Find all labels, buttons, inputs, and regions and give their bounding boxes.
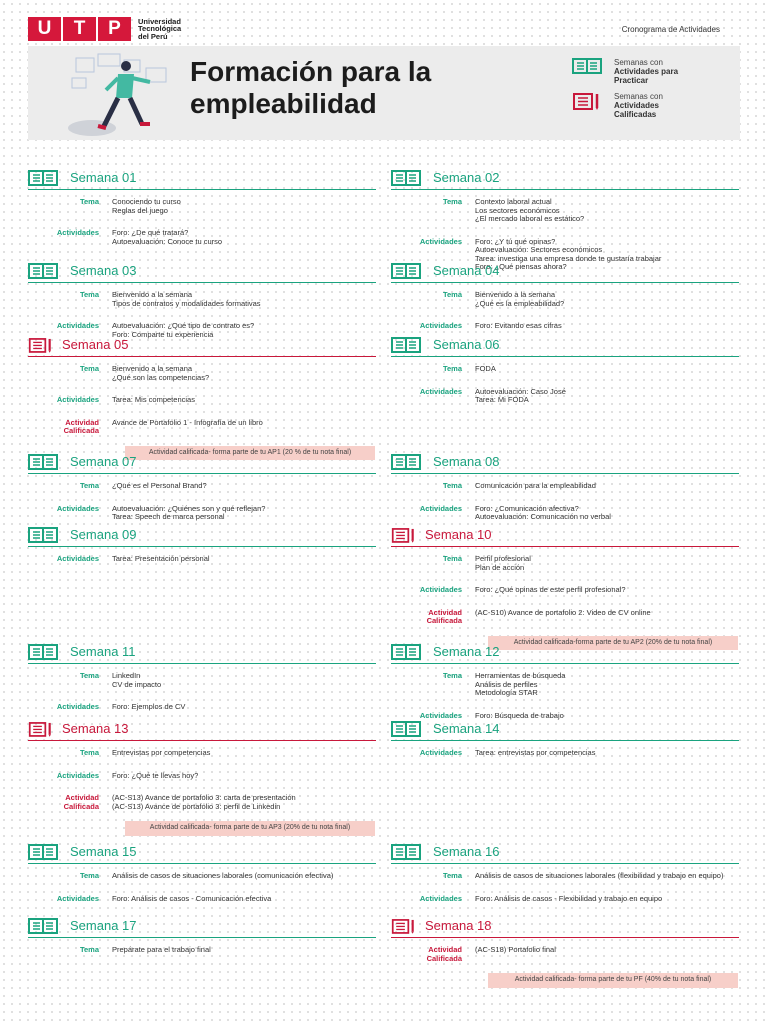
book-icon [28,263,58,279]
row-value: ¿Qué es el Personal Brand? [112,481,207,490]
week-row-tema [391,872,739,881]
logo-letter-t: T [63,17,96,41]
title-line1: Formación para la [190,56,432,87]
week-card [28,259,376,339]
week-title: Semana 01 [70,170,137,185]
row-label: Tema [79,871,99,880]
week-row-actividades [391,505,739,522]
row-value: Conociendo tu curso Reglas del juego [112,197,181,215]
week-header [28,333,376,357]
row-value: Foro: Ejemplos de CV [112,702,186,711]
week-title: Semana 04 [433,263,500,278]
row-label: Tema [79,364,99,373]
week-row-tema [391,555,739,572]
week-row-tema [391,672,739,698]
logo-letter-u: U [28,17,61,41]
book-icon [391,263,421,279]
row-label: Tema [442,290,462,299]
week-header [391,840,739,864]
week-header [391,640,739,664]
week-title: Semana 08 [433,454,500,469]
row-value: Foro: Análisis de casos - Comunicación efectiva [112,893,272,903]
week-row-tema [28,291,376,308]
row-label: Actividad Calificada [63,417,99,435]
row-label: Actividades [419,748,462,757]
week-row-tema [28,872,376,881]
row-value: Bienvenido a la semana Tipos de contratos y modalidades formativas [112,290,261,308]
week-card [391,259,739,331]
row-value: Bienvenido a la semana ¿Qué son las competencias? [112,364,210,382]
book-icon [391,844,421,860]
walking-person-illustration [46,52,186,138]
university-name-line1: Universidad [138,16,181,26]
week-row-tema [391,482,739,491]
legend-practice-line2: Actividades para [614,67,679,76]
week-header [28,914,376,938]
row-label: Actividades [56,321,99,330]
week-title: Semana 16 [433,844,500,859]
week-header [391,333,739,357]
graded-checklist-icon [28,720,54,738]
week-row-tema [391,198,739,224]
row-label: Tema [79,671,99,680]
row-label: Actividades [419,585,462,594]
week-header [28,640,376,664]
week-card [391,166,739,272]
week-card [391,840,739,903]
row-value: Autoevaluación: ¿Qué tipo de contrato es? Foro: Comparte tu experiencia [112,321,255,339]
week-card [28,166,376,246]
row-label: Tema [442,871,462,880]
row-value: Análisis de casos de situaciones laborales (comunicación efectiva) [112,871,334,880]
legend-practice-line1: Semanas con [614,58,663,67]
row-label: Actividades [56,702,99,711]
page-header [28,14,740,140]
week-title: Semana 05 [62,337,129,352]
week-row-tema [28,946,376,955]
row-value: Análisis de casos de situaciones laborales (flexibilidad y trabajo en equipo) [475,871,724,880]
graded-checklist-icon [572,92,602,110]
row-label: Actividades [56,770,99,780]
row-label: Actividades [419,893,462,903]
legend-practice-text [614,58,678,85]
week-row-tema [28,749,376,758]
week-row-tema [28,365,376,382]
legend-graded [572,92,663,119]
graded-note: Actividad calificada- forma parte de tu AP3 (20% de tu nota final) [125,821,375,836]
book-icon [28,527,58,543]
week-card [28,914,376,955]
legend-practice-line3: Practicar [614,76,649,85]
week-row-tema [28,482,376,491]
week-header [391,914,739,938]
university-name [138,18,181,41]
row-value: Autoevaluación: Caso José Tarea: Mi FODA [475,386,566,404]
book-icon [391,454,421,470]
week-row-calificada [391,609,739,626]
logo-letter-p: P [98,17,131,41]
utp-logo [28,17,133,41]
week-header [28,717,376,741]
legend-practice [572,58,678,85]
page-title [190,56,431,120]
week-row-actividades [28,772,376,781]
book-icon [28,170,58,186]
week-title: Semana 02 [433,170,500,185]
row-value: (AC-S10) Avance de portafolio 2: Video de CV online [475,607,651,617]
row-value: Foro: Evitando esas cifras [475,321,562,330]
week-row-actividades [28,703,376,712]
row-value: Tarea: entrevistas por competencias [475,748,596,757]
book-icon [28,454,58,470]
row-label: Tema [442,197,462,206]
week-row-actividades [28,555,376,564]
week-header [28,840,376,864]
legend-graded-line3: Calificadas [614,110,657,119]
week-title: Semana 17 [70,918,137,933]
row-label: Actividad Calificada [426,607,462,625]
week-row-tema [391,365,739,374]
row-label: Tema [442,364,462,373]
row-label: Tema [442,554,462,563]
graded-note: Actividad calificada-forma parte de tu AP2 (20% de tu nota final) [488,636,738,651]
week-header [28,523,376,547]
row-value: Contexto laboral actual Los sectores económicos ¿El mercado laboral es estático? [475,197,585,223]
week-card [28,640,376,712]
week-row-tema [28,672,376,689]
row-label: Tema [79,945,99,954]
week-header [28,450,376,474]
week-header [391,523,739,547]
week-title: Semana 18 [425,918,492,933]
row-value: Perfil profesional Plan de acción [475,554,531,572]
row-label: Actividades [56,395,99,404]
book-icon [391,170,421,186]
top-bar [28,14,740,44]
row-label: Actividades [56,554,99,563]
row-value: FODA [475,364,496,373]
week-card [28,450,376,522]
row-value: (AC-S13) Avance de portafolio 3: carta de presentación (AC-S13) Avance de portafolio 3: perfil de Linkedin [112,793,296,811]
row-label: Actividades [56,893,99,903]
week-card [28,840,376,903]
week-title: Semana 12 [433,644,500,659]
book-icon [572,58,602,74]
row-value: LinkedIn CV de impacto [112,671,162,689]
row-value: (AC-S18) Portafolio final [475,945,556,954]
book-icon [28,644,58,660]
row-label: Tema [79,481,99,490]
row-value: Foro: ¿Qué opinas de este perfil profesional? [475,585,626,594]
week-header [28,259,376,283]
book-icon [391,337,421,353]
row-value: Avance de Portafolio 1 - Infografía de un libro [112,417,263,427]
row-label: Actividades [419,710,462,720]
week-card [391,450,739,522]
week-card [28,717,376,836]
week-row-tema [391,291,739,308]
graded-checklist-icon [391,526,417,544]
title-line2: empleabilidad [190,88,377,119]
row-label: Tema [79,748,99,757]
graded-note: Actividad calificada- forma parte de tu AP1 (20 % de tu nota final) [125,446,375,461]
graded-note: Actividad calificada- forma parte de tu PF (40% de tu nota final) [488,973,738,988]
week-row-actividades [391,749,739,758]
week-card [391,523,739,650]
row-label: Tema [442,481,462,490]
row-label: Tema [79,197,99,206]
legend-graded-line1: Semanas con [614,92,663,101]
week-row-actividades [391,586,739,595]
week-title: Semana 11 [70,644,136,659]
week-header [28,166,376,190]
row-value: Foro: Búsqueda de trabajo [475,710,564,720]
week-row-tema [28,198,376,215]
week-card [28,523,376,564]
row-label: Actividad Calificada [426,945,462,963]
row-value: Herramientas de búsqueda Análisis de perfiles Metodología STAR [475,671,566,697]
book-icon [391,721,421,737]
row-label: Actividades [419,386,462,396]
week-title: Semana 09 [70,527,137,542]
week-row-actividades [391,322,739,331]
row-value: Tarea: Mis competencias [112,395,195,404]
week-row-calificada [391,946,739,963]
row-label: Actividades [419,321,462,330]
week-row-calificada [28,419,376,436]
week-row-actividades [391,895,739,904]
week-header [391,259,739,283]
week-row-actividades [391,388,739,405]
graded-checklist-icon [28,336,54,354]
week-title: Semana 07 [70,454,137,469]
week-row-actividades [28,505,376,522]
week-card [391,640,739,720]
week-header [391,450,739,474]
week-row-actividades [28,396,376,405]
row-label: Actividades [56,228,99,237]
week-row-actividades [28,895,376,904]
row-label: Tema [79,290,99,299]
row-label: Actividad Calificada [63,793,99,811]
legend-graded-text [614,92,663,119]
week-title: Semana 14 [433,721,500,736]
row-value: Prepárate para el trabajo final [112,945,211,954]
document-label: Cronograma de Actividades [621,24,720,34]
book-icon [28,918,58,934]
graded-checklist-icon [391,917,417,935]
row-value: Foro: ¿Y tú qué opinas? Autoevaluación: Sectores económicos Tarea: investiga una empresa donde te gustaría trabajar Foro: ¿Qué piensas ahora? [475,236,662,271]
row-value: Autoevaluación: ¿Quiénes son y qué reflejan? Tarea: Speech de marca personal [112,503,266,521]
week-header [391,166,739,190]
row-value: Foro: ¿Comunicación afectiva? Autoevaluación: Comunicación no verbal [475,503,611,521]
row-value: Bienvenido a la semana ¿Qué es la empleabilidad? [475,290,565,308]
week-card [391,333,739,405]
row-value: Foro: Análisis de casos - Flexibilidad y trabajo en equipo [475,893,663,903]
row-value: Comunicación para la empleabilidad [475,481,596,490]
book-icon [28,844,58,860]
week-title: Semana 13 [62,721,129,736]
hero-banner [28,46,740,140]
legend-graded-line2: Actividades [614,101,659,110]
book-icon [391,644,421,660]
row-value: Foro: ¿Qué te llevas hoy? [112,770,199,780]
row-label: Actividades [419,503,462,513]
university-name-line2: Tecnológica [138,24,182,34]
week-title: Semana 03 [70,263,137,278]
week-card [391,914,739,988]
row-value: Tarea: Presentación personal [112,554,210,563]
week-header [391,717,739,741]
row-label: Actividades [56,503,99,513]
week-row-calificada [28,794,376,811]
week-card [391,717,739,758]
week-title: Semana 06 [433,337,500,352]
row-label: Tema [442,671,462,680]
row-value: Foro: ¿De qué tratará? Autoevaluación: Conoce tu curso [112,228,223,246]
university-name-line3: del Perú [138,31,168,41]
week-row-actividades [28,229,376,246]
row-value: Entrevistas por competencias [112,748,211,757]
row-label: Actividades [419,236,462,246]
week-card [28,333,376,460]
week-title: Semana 10 [425,527,492,542]
week-title: Semana 15 [70,844,137,859]
